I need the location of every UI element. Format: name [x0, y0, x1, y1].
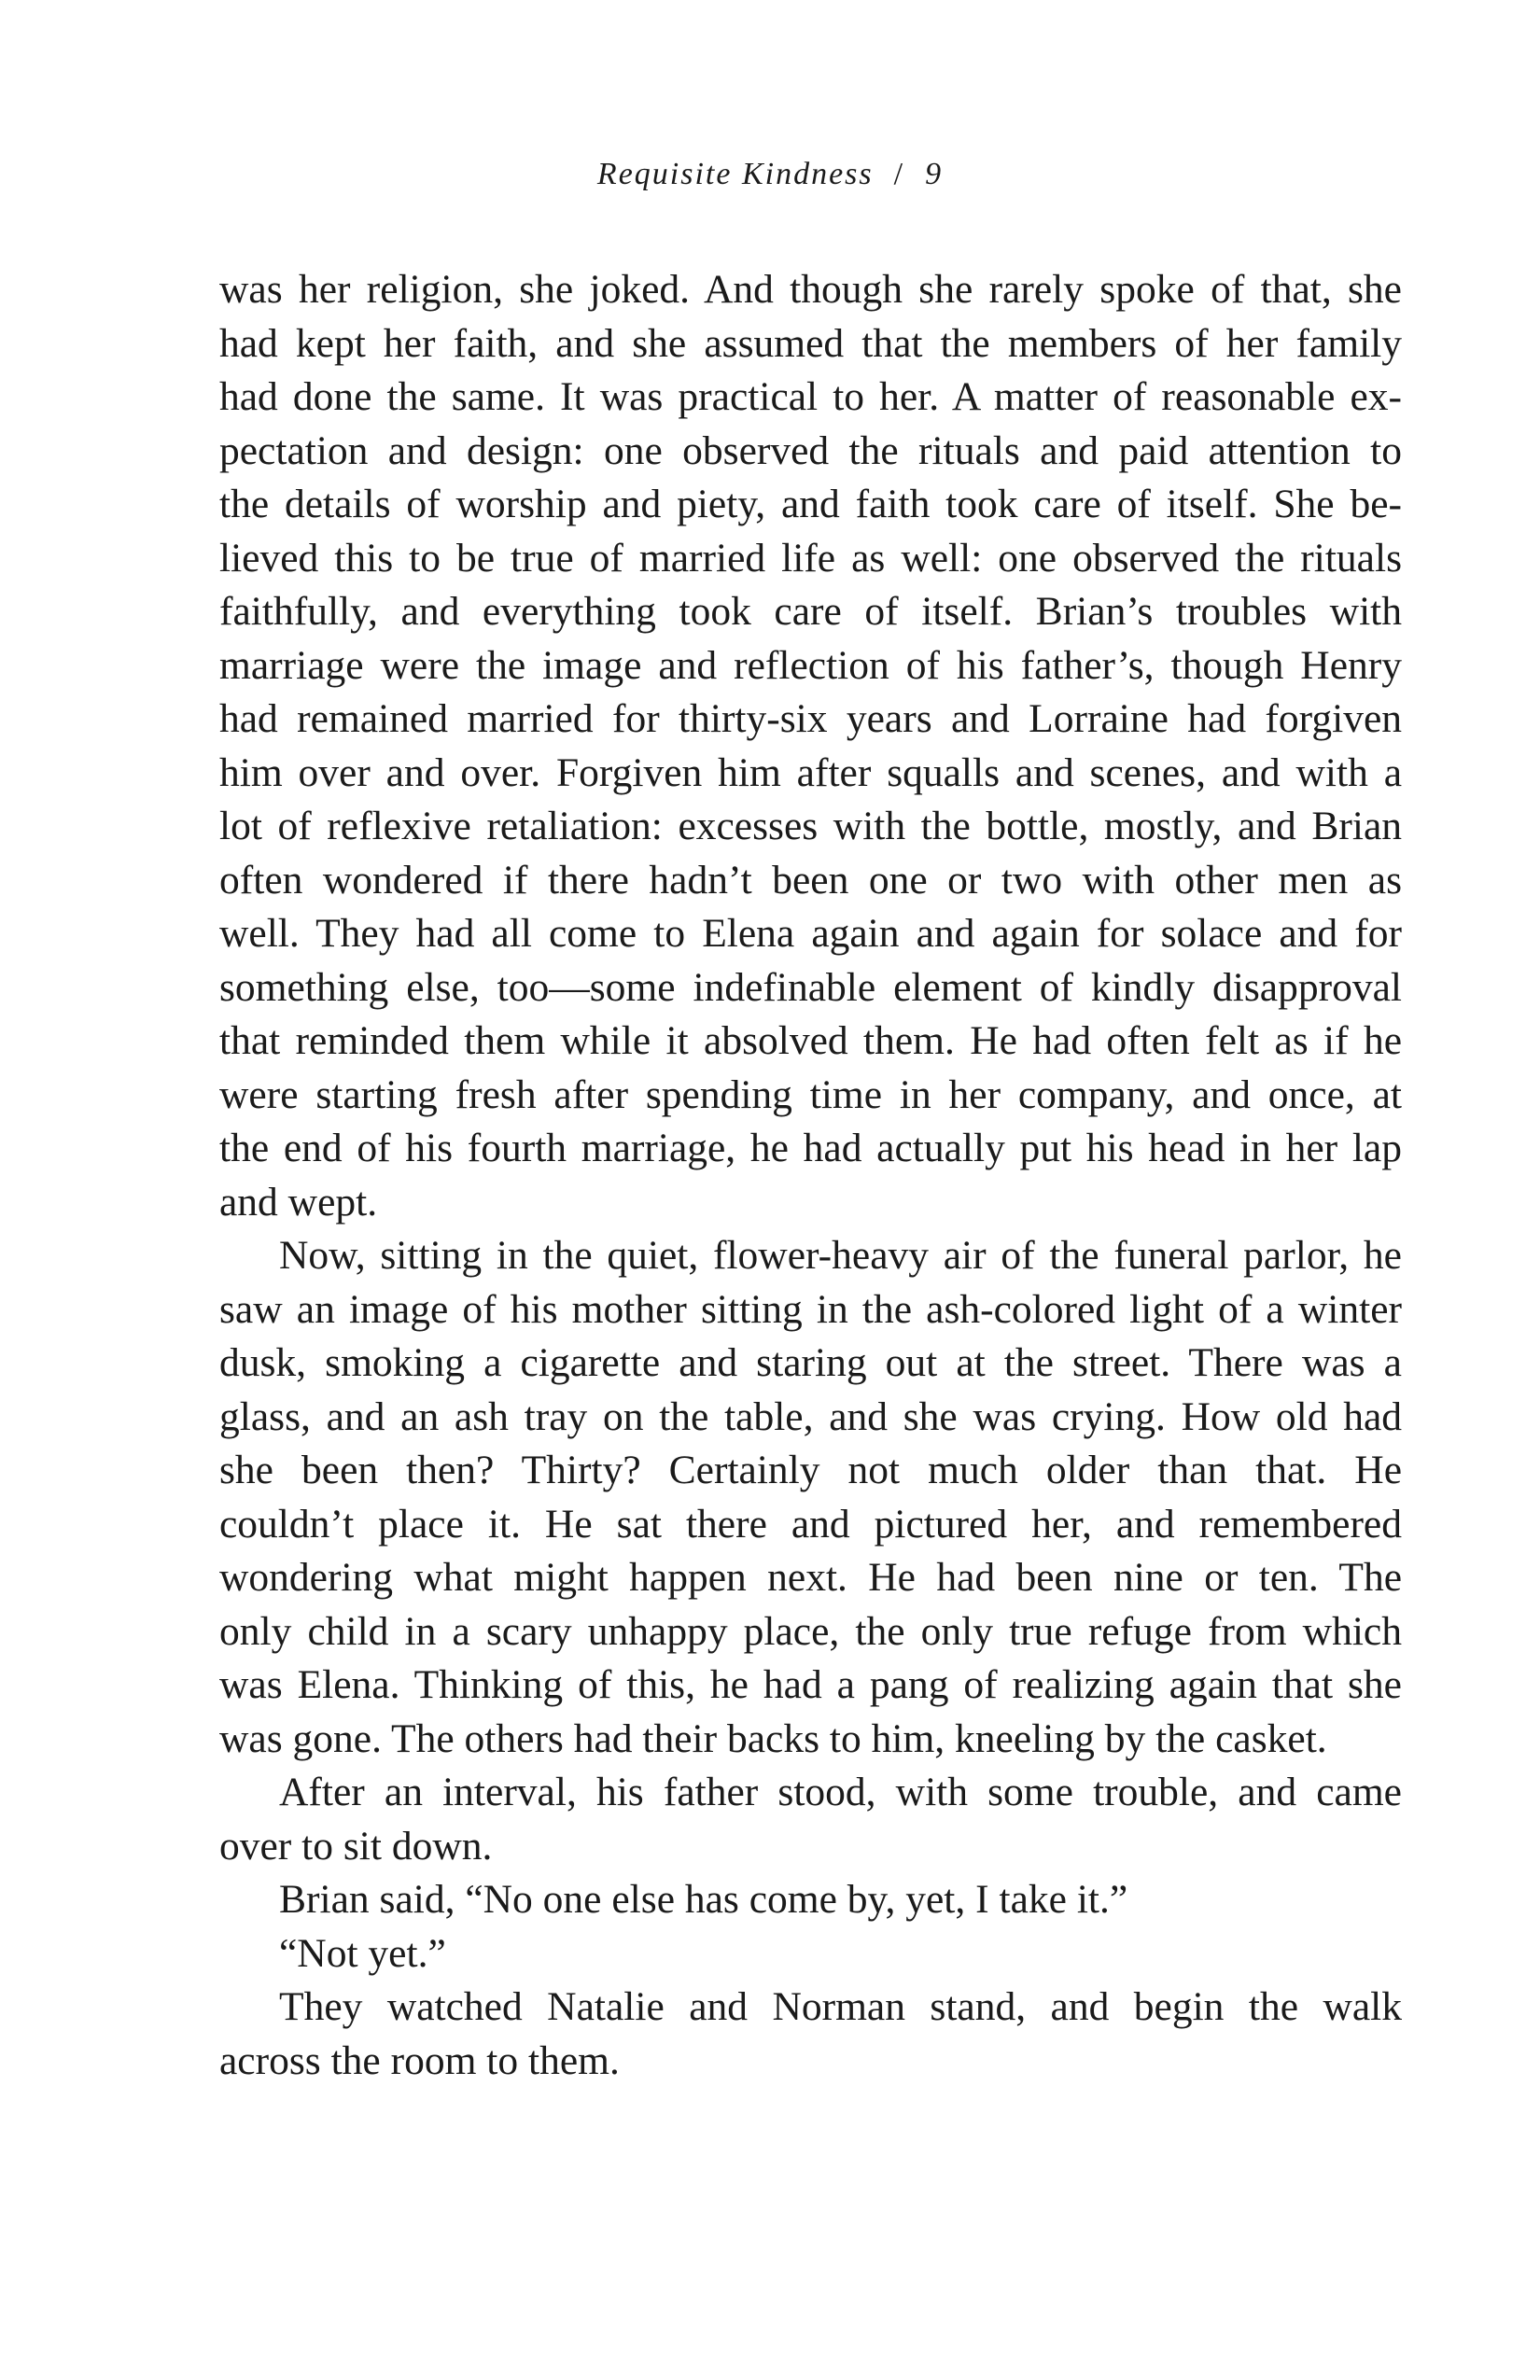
running-title: Requisite Kindness [596, 157, 874, 191]
text-line: were starting fresh after spending time in her company, and once, at [219, 1071, 1402, 1117]
text-line: saw an image of his mother sitting in the ash-colored light of a winter [219, 1286, 1402, 1332]
text-line: After an interval, his father stood, with some trouble, and came [279, 1770, 1402, 1814]
text-line: had kept her faith, and she assumed that the members of her family [219, 320, 1402, 366]
text-line: was Elena. Thinking of this, he had a pang of realizing again that she [219, 1662, 1402, 1707]
text-line: couldn’t place it. He sat there and pictured her, and remembered [219, 1501, 1402, 1547]
header-separator: / [893, 157, 905, 191]
text-line: something else, too—some indefinable element of kindly disapproval [219, 964, 1402, 1010]
text-line: him over and over. Forgiven him after squalls and scenes, and with a [219, 749, 1402, 795]
text-line: had done the same. It was practical to her. A matter of reasonable ex- [219, 374, 1402, 419]
text-line: lot of reflexive retaliation: excesses with the bottle, mostly, and Brian [219, 804, 1402, 848]
text-line: dusk, smoking a cigarette and staring out at the street. There was a [219, 1340, 1402, 1385]
text-line: glass, and an ash tray on the table, and she was crying. How old had [219, 1393, 1402, 1439]
running-head [0, 151, 1540, 198]
text-line: faithfully, and everything took care of itself. Brian’s troubles with [219, 589, 1402, 634]
text-line: the end of his fourth marriage, he had actually put his head in her lap [219, 1126, 1402, 1170]
text-line: the details of worship and piety, and faith took care of itself. She be- [219, 482, 1402, 526]
text-line: across the room to them. [219, 2037, 620, 2083]
text-line: often wondered if there hadn’t been one or two with other men as [219, 857, 1402, 903]
text-line: “Not yet.” [279, 1930, 446, 1976]
text-line: was her religion, she joked. And though she rarely spoke of that, she [219, 267, 1402, 312]
text-line: marriage were the image and reflection of his father’s, though Henry [219, 642, 1402, 688]
text-line: she been then? Thirty? Certainly not much older than that. He [219, 1448, 1402, 1492]
text-line: over to sit down. [219, 1823, 493, 1869]
text-line: wondering what might happen next. He had been nine or ten. The [219, 1555, 1402, 1600]
text-line: and wept. [219, 1179, 378, 1225]
text-line: was gone. The others had their backs to him, kneeling by the casket. [219, 1715, 1327, 1761]
text-line: lieved this to be true of married life as well: one observed the rituals [219, 535, 1402, 581]
text-line: They watched Natalie and Norman stand, and begin the walk [279, 1984, 1402, 2029]
text-line: had remained married for thirty-six years and Lorraine had forgiven [219, 696, 1402, 741]
text-line: only child in a scary unhappy place, the only true refuge from which [219, 1608, 1402, 1654]
text-line: well. They had all come to Elena again and again for solace and for [219, 911, 1402, 956]
text-line: pectation and design: one observed the rituals and paid attention to [219, 427, 1402, 473]
text-line: Brian said, “No one else has come by, yet, I take it.” [279, 1877, 1128, 1922]
text-line: that reminded them while it absolved them. He had often felt as if he [219, 1018, 1402, 1063]
body-text [219, 263, 1402, 2088]
text-line: Now, sitting in the quiet, flower-heavy air of the funeral parlor, he [279, 1233, 1402, 1278]
page-number: 9 [925, 157, 944, 191]
